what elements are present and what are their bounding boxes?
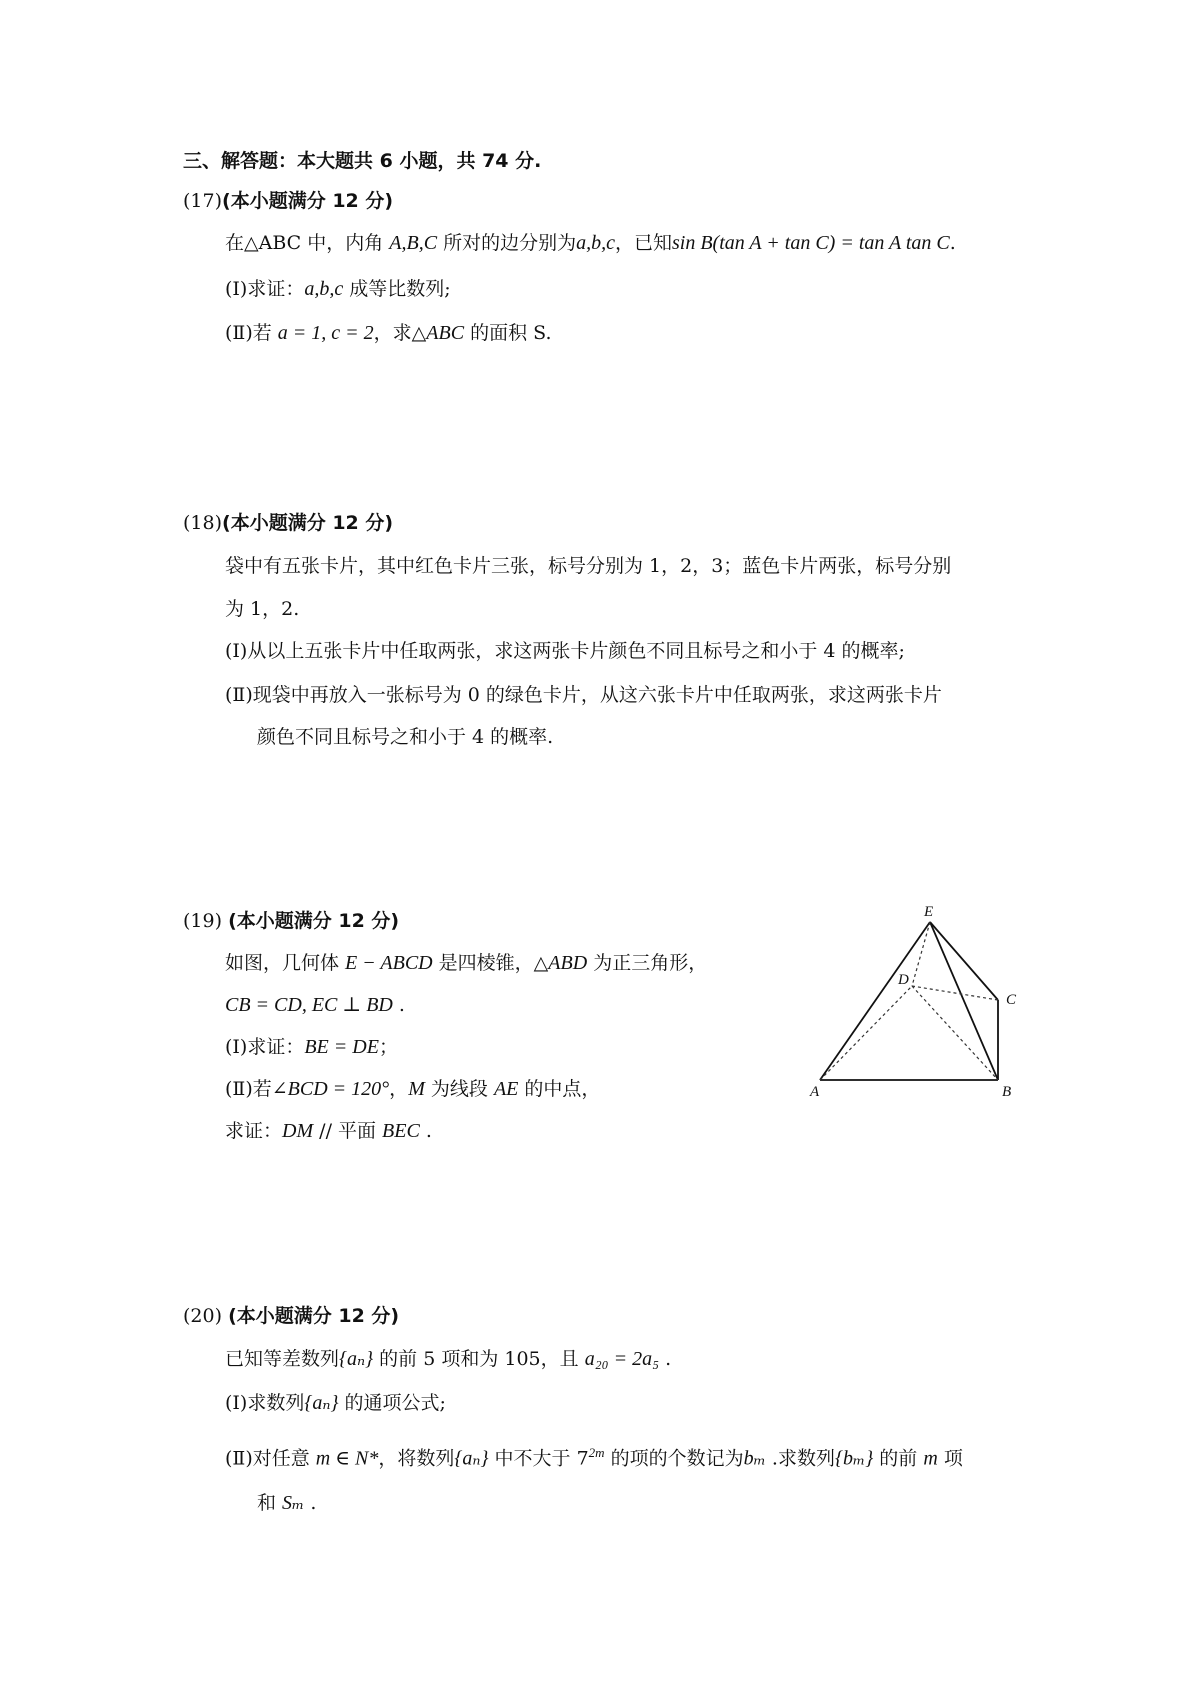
q20-number: (20) [183, 1305, 223, 1327]
q18-number: (18) [183, 512, 223, 534]
label-A: A [810, 1084, 820, 1100]
q17-part1: (Ⅰ)求证：a,b,c 成等比数列; [225, 278, 451, 300]
label-B: B [1002, 1084, 1012, 1100]
q19-pyramid-figure [800, 900, 1030, 1100]
q19-points: (本小题满分 12 分) [228, 910, 400, 932]
q18-points: (本小题满分 12 分) [222, 512, 394, 534]
q19-number: (19) [183, 910, 223, 932]
q19-part1: (Ⅰ)求证：BE = DE； [225, 1036, 398, 1058]
q17-stem: 在△ABC 中，内角 A,B,C 所对的边分别为a,b,c，已知sin B(tan A + tan C) = tan A tan C. [225, 232, 956, 254]
q18-part1: (Ⅰ)从以上五张卡片中任取两张，求这两张卡片颜色不同且标号之和小于 4 的概率; [225, 640, 905, 662]
q19-header [183, 908, 399, 934]
label-D: D [898, 972, 909, 988]
q20-part2-line2: 和 Sₘ . [257, 1492, 317, 1514]
q18-stem-line2: 为 1，2. [225, 598, 300, 620]
q20-stem: 已知等差数列{aₙ} 的前 5 项和为 105，且 a₂₀ = 2a₅ . [225, 1348, 672, 1370]
q19-stem-line2: CB = CD, EC ⊥ BD . [225, 994, 405, 1016]
edge-ED [912, 922, 930, 986]
q19-part2: (Ⅱ)若∠BCD = 120°，M 为线段 AE 的中点， [225, 1078, 601, 1100]
q17-part2: (Ⅱ)若 a = 1, c = 2，求△ABC 的面积 S. [225, 322, 552, 344]
q18-stem-line1: 袋中有五张卡片，其中红色卡片三张，标号分别为 1，2，3；蓝色卡片两张，标号分别 [225, 555, 952, 577]
q19-stem-line1: 如图，几何体 E − ABCD 是四棱锥，△ABD 为正三角形， [225, 952, 708, 974]
q18-header [183, 510, 393, 536]
q17-header [183, 188, 393, 214]
q18-part2-line1: (Ⅱ)现袋中再放入一张标号为 0 的绿色卡片，从这六张卡片中任取两张，求这两张卡片 [225, 684, 942, 706]
edge-DB [912, 986, 998, 1080]
q17-number: (17) [183, 190, 223, 212]
q20-header [183, 1303, 399, 1329]
edge-AD [820, 986, 912, 1080]
q17-points: (本小题满分 12 分) [222, 190, 394, 212]
q20-part2-line1: (Ⅱ)对任意 m ∈ N*，将数列{aₙ} 中不大于 $7^{2m}$ 的项的个数记为bₘ .求数列{bₘ} 的前 m 项 [225, 1445, 963, 1470]
q20-points: (本小题满分 12 分) [228, 1305, 400, 1327]
edge-EA [820, 922, 930, 1080]
q18-part2-line2: 颜色不同且标号之和小于 4 的概率. [257, 726, 554, 748]
q19-part3: 求证：DM // 平面 BEC . [225, 1120, 432, 1142]
q20-part1: (Ⅰ)求数列{aₙ} 的通项公式; [225, 1392, 446, 1414]
edge-EB [930, 922, 998, 1080]
edge-DC [912, 986, 998, 1000]
section-title: 三、解答题：本大题共 6 小题，共 74 分. [183, 150, 542, 172]
edge-EC [930, 922, 998, 1000]
label-E: E [924, 904, 934, 920]
label-C: C [1006, 992, 1017, 1008]
